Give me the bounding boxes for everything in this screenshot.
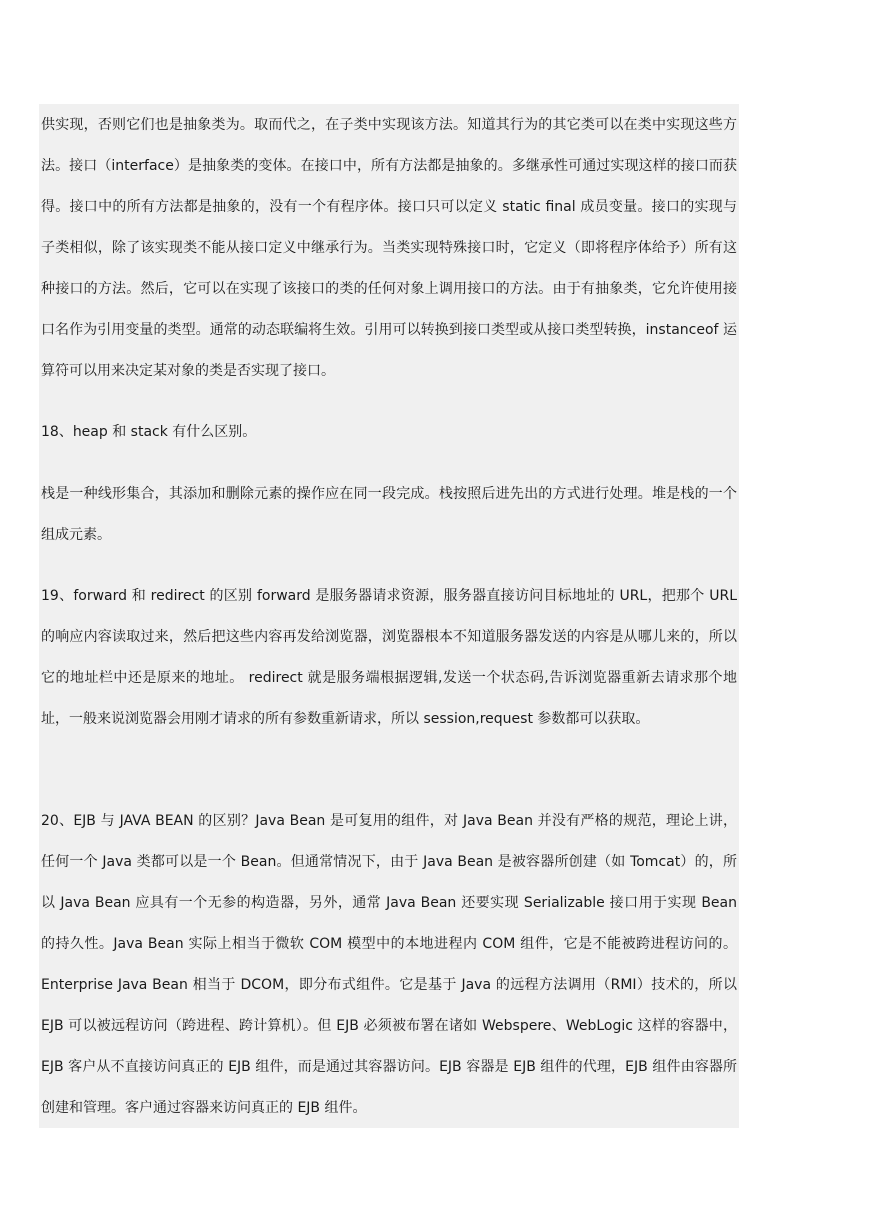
question-18-heading: 18、heap 和 stack 有什么区别。 [41, 424, 257, 440]
question-20-paragraph: 20、EJB 与 JAVA BEAN 的区别？Java Bean 是可复用的组件，对 Java Bean 并没有严格的规范，理论上讲，任何一个 Java 类都可以是一个 Bean。但通常情况下，由于 Java Bean 是被容器所创建（如 Tomcat）的，所以 Java Bean 应具有一个无参的构造器，另外，通常 Java Bean 还要实现 Serializable 接口用于实现 Bean 的持久性。Java Bean 实际上相当于微软 COM 模型中的本地进程内 COM 组件，它是不能被跨进程访问的。Enterprise Java Bean 相当于 DCOM，即分布式组件。它是基于 Java 的远程方法调用（RMI）技术的，所以 EJB 可以被远程访问（跨进程、跨计算机）。但 EJB 必须被布署在诸如 Webspere、WebLogic 这样的容器中，EJB 客户从不直接访问真正的 EJB 组件，而是通过其容器访问。EJB 容器是 EJB 组件的代理，EJB 组件由容器所创建和管理。客户通过容器来访问真正的 EJB 组件。 [41, 813, 737, 1116]
question-18-answer: 栈是一种线形集合，其添加和删除元素的操作应在同一段完成。栈按照后进先出的方式进行处理。堆是栈的一个组成元素。 [41, 486, 737, 543]
interface-paragraph: 供实现，否则它们也是抽象类为。取而代之，在子类中实现该方法。知道其行为的其它类可以在类中实现这些方法。接口（interface）是抽象类的变体。在接口中，所有方法都是抽象的。多继承性可通过实现这样的接口而获得。接口中的所有方法都是抽象的，没有一个有程序体。接口只可以定义 static final 成员变量。接口的实现与子类相似，除了该实现类不能从接口定义中继承行为。当类实现特殊接口时，它定义（即将程序体给予）所有这种接口的方法。然后，它可以在实现了该接口的类的任何对象上调用接口的方法。由于有抽象类，它允许使用接口名作为引用变量的类型。通常的动态联编将生效。引用可以转换到接口类型或从接口类型转换，instanceof 运算符可以用来决定某对象的类是否实现了接口。 [41, 117, 737, 379]
question-19-paragraph: 19、forward 和 redirect 的区别 forward 是服务器请求资源，服务器直接访问目标地址的 URL，把那个 URL 的响应内容读取过来，然后把这些内容再发给浏览器，浏览器根本不知道服务器发送的内容是从哪儿来的，所以它的地址栏中还是原来的地址。 redirect 就是服务端根据逻辑,发送一个状态码,告诉浏览器重新去请求那个地址，一般来说浏览器会用刚才请求的所有参数重新请求，所以 session,request 参数都可以获取。 [41, 588, 737, 727]
